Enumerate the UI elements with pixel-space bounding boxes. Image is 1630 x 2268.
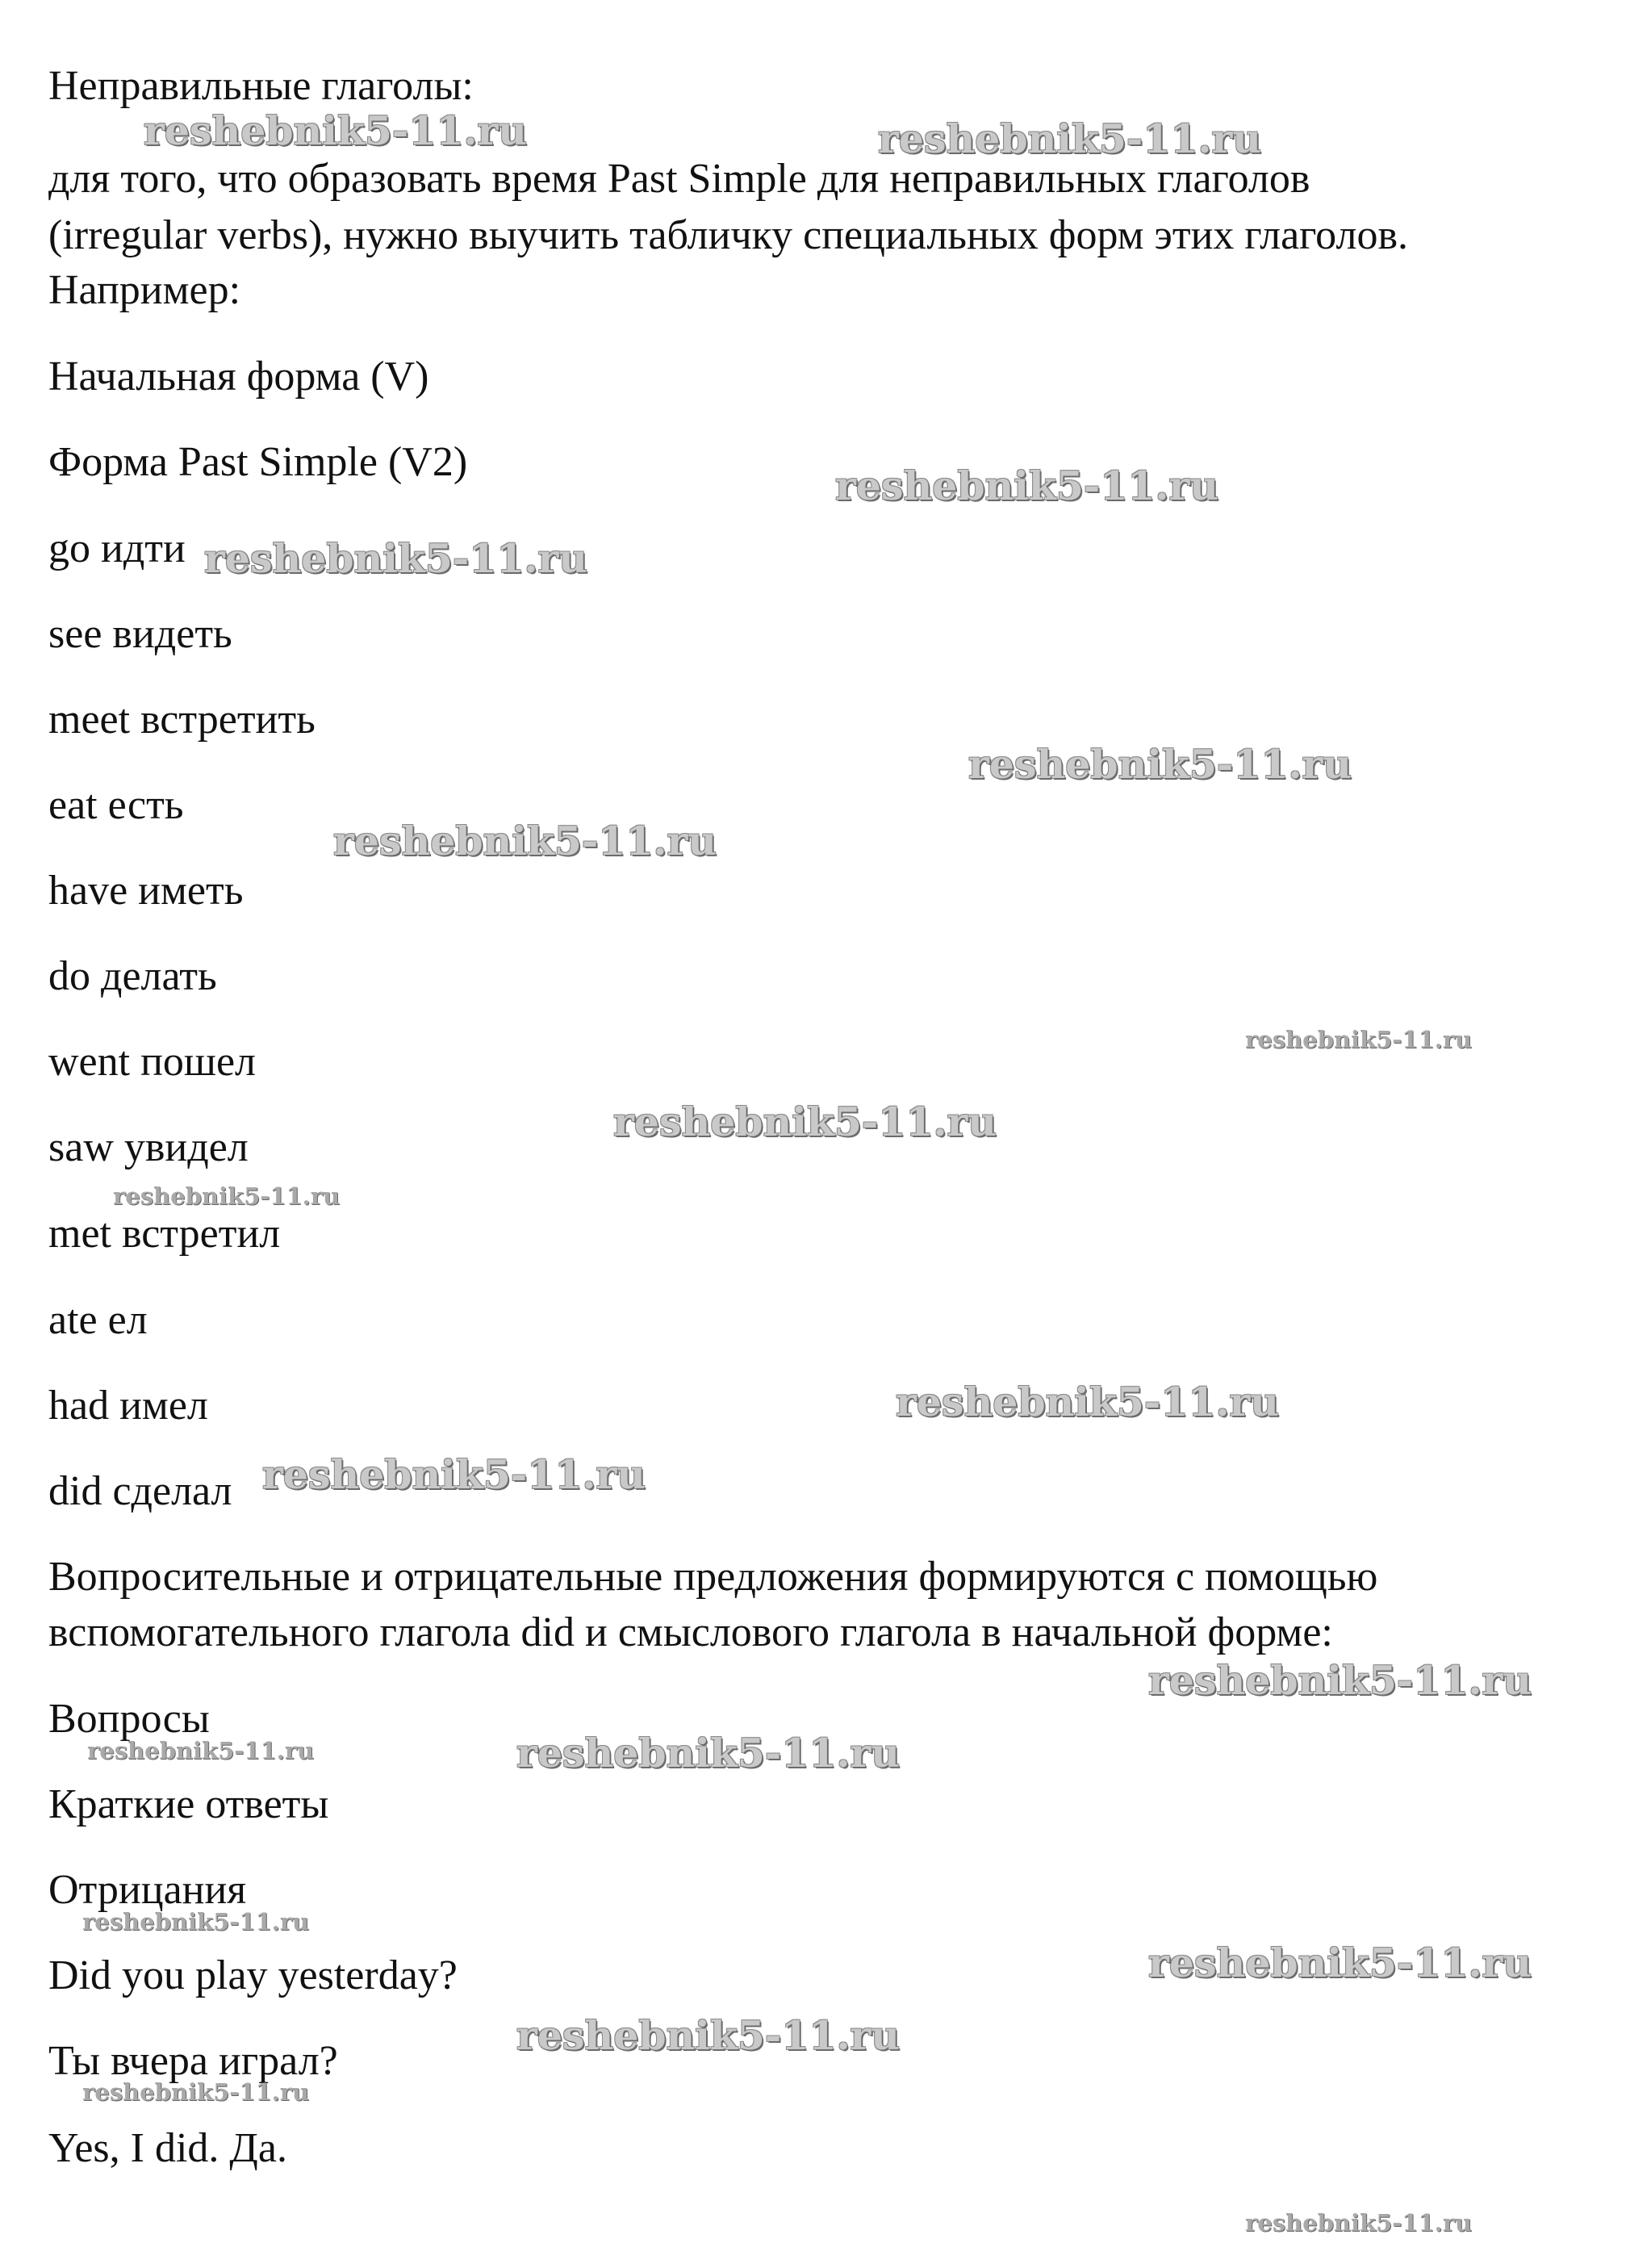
watermark: reshebnik5-11.ru — [516, 2012, 900, 2059]
table-header-past-simple: Форма Past Simple (V2) — [48, 439, 468, 485]
watermark: reshebnik5-11.ru — [968, 741, 1352, 788]
verb-line: went пошел — [48, 1039, 256, 1085]
watermark: reshebnik5-11.ru — [262, 1451, 646, 1498]
watermark: reshebnik5-11.ru — [835, 462, 1218, 509]
paragraph-line: (irregular verbs), нужно выучить табличку специальных форм этих глаголов. — [48, 212, 1408, 258]
watermark: reshebnik5-11.ru — [82, 1908, 310, 1935]
watermark: reshebnik5-11.ru — [1245, 1026, 1473, 1053]
verb-line: had имел — [48, 1383, 208, 1429]
example-line: Ты вчера играл? — [48, 2038, 338, 2084]
verb-line: did сделал — [48, 1468, 232, 1514]
heading-irregular-verbs: Неправильные глаголы: — [48, 63, 474, 109]
watermark: reshebnik5-11.ru — [1148, 1940, 1532, 1986]
watermark: reshebnik5-11.ru — [333, 818, 717, 864]
verb-line: eat есть — [48, 782, 184, 828]
verb-line: saw увидел — [48, 1124, 249, 1170]
watermark: reshebnik5-11.ru — [144, 107, 527, 154]
section-label-negations: Отрицания — [48, 1867, 247, 1913]
table-header-base-form: Начальная форма (V) — [48, 354, 429, 400]
section-label-short-answers: Краткие ответы — [48, 1781, 329, 1827]
watermark: reshebnik5-11.ru — [82, 2078, 310, 2106]
paragraph-line: вспомогательного глагола did и смыслового глагола в начальной форме: — [48, 1609, 1333, 1655]
watermark: reshebnik5-11.ru — [204, 535, 587, 582]
watermark: reshebnik5-11.ru — [113, 1182, 341, 1210]
verb-line: ate ел — [48, 1297, 148, 1343]
verb-line: see видеть — [48, 611, 232, 657]
watermark: reshebnik5-11.ru — [896, 1379, 1279, 1425]
watermark: reshebnik5-11.ru — [613, 1098, 997, 1145]
verb-line: have иметь — [48, 868, 244, 914]
watermark: reshebnik5-11.ru — [1148, 1657, 1532, 1704]
watermark: reshebnik5-11.ru — [878, 115, 1261, 162]
paragraph-line: для того, что образовать время Past Simple для неправильных глаголов — [48, 156, 1310, 202]
paragraph-line: Вопросительные и отрицательные предложения формируются с помощью — [48, 1554, 1378, 1600]
paragraph-line: Например: — [48, 267, 241, 313]
example-line: Did you play yesterday? — [48, 1952, 458, 1998]
watermark: reshebnik5-11.ru — [87, 1737, 315, 1764]
verb-line: go идти — [48, 525, 186, 571]
watermark: reshebnik5-11.ru — [516, 1730, 900, 1776]
verb-line: meet встретить — [48, 697, 316, 743]
watermark: reshebnik5-11.ru — [1245, 2209, 1473, 2237]
verb-line: met встретил — [48, 1211, 281, 1257]
verb-line: do делать — [48, 953, 217, 999]
section-label-questions: Вопросы — [48, 1696, 210, 1742]
example-line: Yes, I did. Да. — [48, 2125, 287, 2171]
